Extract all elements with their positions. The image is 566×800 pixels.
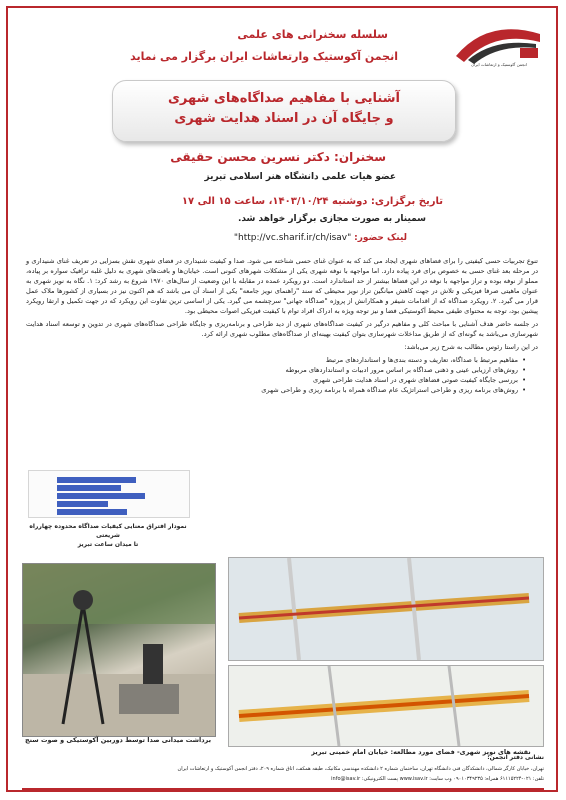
semantic-differential-chart xyxy=(28,470,190,518)
map-caption: نقشه های نویز شهری- فضای مورد مطالعه: خیابان امام خمینی تبریز xyxy=(311,748,531,756)
footer-divider xyxy=(22,788,544,790)
chart-bar xyxy=(57,477,136,483)
noise-map-2 xyxy=(228,665,544,747)
speaker-name: سخنران: دکتر نسرین محسن حقیقی xyxy=(170,150,386,164)
link-label: لینک حضور: xyxy=(354,233,407,243)
abstract-paragraph-1: تنوع تجربیات حسی کیفیتی را برای فضاهای شهری ایجاد می کند که به عنوان غنای حسی شناخته می شود. صدا و کیفیت شنیداری در فضای شهری نقش بسزایی در تعریف غنای شنیداری و در مرحله بعد غنای حسی به خصوص برای فرد پیاده دارد. اما مواجهه با نوفه شهری یکی از مشکلات شهرهای کنونی است. خیابان‌ها و بافت‌های شهری به دلیل غلبه ترافیک سواره بر پیاده، مملو از نوفه بوده و تراز مواجهه با نوفه در این فضاها بیشتر از حد استاندارد است. دو رویکرد عمده در مقابله با این وضعیت از سال‌های ۱۹۷۰ شروع به رشد کرد: ۱. نگاه به نویز شهری به عنوان ماهیتی صرفا فیزیکی و تلاش در جهت کاهش میانگین تراز نویز محیطی که سند "راهنمای نویز جامعه" یکی از اسناد آن می باشد که هم اکنون نیز در بسیاری از کشورها ملاک عمل قرار می گیرد. ۲. رویکرد صداگاه که از اقدامات شیفر و همکارانش از پروژه "صداگاه جهانی" سرچشمه می گیرد. یکی از اساسی ترین تفاوت این رویکرد که در جهت تکمیل و ارتقا رویکرد پیشین بود، توجه به محتوای طیفی محیط آکوستیکی فضا و نیز توجه ویژه به ادراک افراد توام با کیفیت فیزیکی اصوات محیطی بود. xyxy=(26,257,539,315)
event-date: تاریخ برگزاری: دوشنبه ۱۴۰۳/۱۰/۲۴، ساعت ۱۵ الی ۱۷ xyxy=(181,196,443,207)
event-mode: سمینار به صورت مجازی برگزار خواهد شد. xyxy=(237,214,426,224)
title-banner xyxy=(112,80,456,142)
title-line-1: آشنایی با مفاهیم صداگاه‌های شهری xyxy=(168,91,400,106)
chart-bar xyxy=(57,501,108,507)
photo-caption: برداشت میدانی صدا توسط دوربین آکوستیکی و صوت سنج xyxy=(24,736,212,744)
event-link-row xyxy=(234,233,407,243)
abstract xyxy=(26,256,538,395)
chart-caption xyxy=(24,522,192,549)
chart-bar xyxy=(57,485,121,491)
series-title: سلسله سخنرانی های علمی xyxy=(237,28,388,41)
chart-bar xyxy=(57,509,127,515)
abstract-paragraph-2: در جلسه حاضر هدف آشنایی با مباحث کلی و مفاهیم درگیر در کیفیت صداگاه‌های شهری از دید طراحی و برنامه‌ریزی و جایگاه طراحی صداگاه‌های شهری در تدوین و توسعه اسناد هدایت شهرسازی می‌باشد به گونه‌ای که از طریق مداخلات شهرسازی بتوان کیفیت بهینه‌ای از صداگاه‌های مطلوب شهری ارائه کرد. xyxy=(26,320,538,338)
footer xyxy=(14,754,552,798)
field-measurement-photo xyxy=(22,563,216,737)
list-item: • روش‌های برنامه ریزی و طراحی استراتژیک عام صداگاه همراه با برنامه ریزی و طراحی شهری xyxy=(226,385,526,395)
footer-title: نشانی دفتر انجمن: xyxy=(487,754,544,761)
outline-list xyxy=(226,355,538,395)
footer-contacts: تلفن: ۰۲۱-۶۱۱۱۵۲۲۴ همراه: ۰۹۰۱۰۳۴۹۲۳۵ وب سایت: www.isav.ir پست الکترونیکی: info@isav.ir xyxy=(331,776,544,782)
outline-intro: در این راستا رئوس مطالب به شرح زیر می‌باشد: xyxy=(404,343,538,351)
speaker-affiliation: عضو هیات علمی دانشگاه هنر اسلامی تبریز xyxy=(204,172,396,182)
title-line-2: و جایگاه آن در اسناد هدایت شهری xyxy=(174,111,394,126)
logo-caption: انجمن آکوستیک و ارتعاشات ایران xyxy=(471,62,527,67)
association-heading: انجمن آکوستیک وارتعاشات ایران برگزار می نماید xyxy=(130,50,398,63)
chart-bar xyxy=(57,493,145,499)
list-item: • روش‌های ارزیابی عینی و ذهنی صداگاه بر اساس مرور ادبیات و استانداردهای مربوطه xyxy=(226,365,526,375)
chart-caption-line-1: نمودار افتراق معنایی کیفیات صداگاه محدوده چهارراه شریعتی xyxy=(29,523,187,539)
footer-address: تهران، خیابان کارگر شمالی، دانشکدگان فنی دانشگاه تهران، ساختمان شماره ۲ دانشکده مهندسی مکانیک، طبقه همکف، اتاق شماره ۲۰۹، دفتر انجمن آکوستیک و ارتعاشات ایران xyxy=(177,766,544,772)
noise-map-1 xyxy=(228,557,544,661)
chart-caption-line-2: تا میدان ساعت تبریز xyxy=(77,541,139,548)
list-item: • مفاهیم مرتبط با صداگاه، تعاریف و دسته بندی‌ها و استانداردهای مرتبط xyxy=(226,355,526,365)
list-item: • بررسی جایگاه کیفیت صوتی فضاهای شهری در اسناد هدایت طراحی شهری xyxy=(226,375,526,385)
event-link[interactable]: "http://vc.sharif.ir/ch/isav" xyxy=(233,233,352,243)
